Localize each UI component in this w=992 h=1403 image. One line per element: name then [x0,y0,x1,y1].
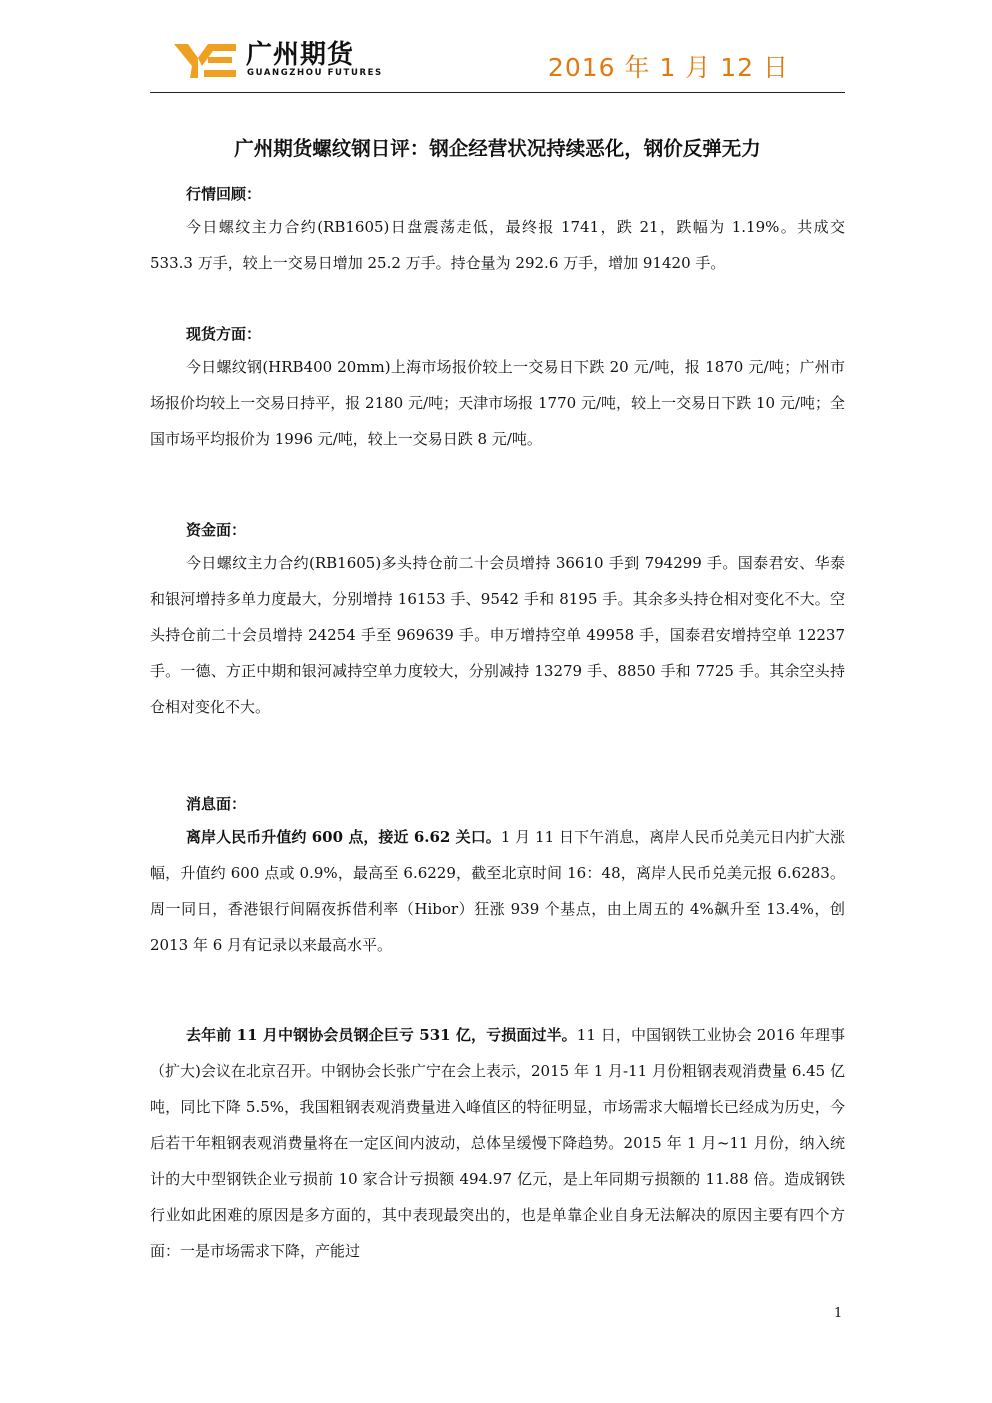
news-text: 11 日，中国钢铁工业协会 2016 年理事（扩大)会议在北京召开。中钢协会长张广宁在会上表示，2015 年 1 月-11 月份粗钢表观消费量 6.45 亿吨，同比下降 5.5%，我国粗钢表观消费量进入峰值区的特征明显，市场需求大幅增长已经成为历史，今后若干年粗钢表观消费量将在一定区间内波动，总体呈缓慢下降趋势。2015 年 1 月~11 月份，纳入统计的大中型钢铁企业亏损前 10 家合计亏损额 494.97 亿元，是上年同期亏损额的 11.88 倍。造成钢铁行业如此困难的原因是多方面的，其中表现最突出的，也是单靠企业自身无法解决的原因主要有四个方面：一是市场需求下降，产能过 [150,1026,845,1260]
paragraph: 今日螺纹主力合约(RB1605)日盘震荡走低，最终报 1741，跌 21，跌幅为 1.19%。共成交 533.3 万手，较上一交易日增加 25.2 万手。持仓量为 292.6 万手，增加 91420 手。 [150,218,845,272]
news-item [150,819,845,963]
news-lead: 去年前 11 月中钢协会员钢企巨亏 531 亿，亏损面过半。 [186,1026,577,1044]
section-spot [150,319,845,457]
section-heading: 现货方面： [186,325,262,343]
page-header [150,34,845,93]
section-heading: 消息面： [186,795,247,813]
page-title: 广州期货螺纹钢日评：钢企经营状况持续恶化，钢价反弹无力 [234,137,761,160]
section-news-2 [150,1017,845,1269]
section-news [150,789,845,963]
page-number: 1 [834,1306,843,1321]
section-heading: 资金面： [186,521,247,539]
brand-name-en: GUANGZHOU FUTURES [247,68,383,78]
paragraph: 今日螺纹主力合约(RB1605)多头持仓前二十会员增持 36610 手到 794299 手。国泰君安、华泰和银河增持多单力度最大，分别增持 16153 手、9542 手和 8195 手。其余多头持仓相对变化不大。空头持仓前二十会员增持 24254 手至 969639 手。申万增持空单 49958 手，国泰君安增持空单 12237 手。一德、方正中期和银河减持空单力度较大，分别减持 13279 手、8850 手和 7725 手。其余空头持仓相对变化不大。 [150,554,845,716]
paragraph: 今日螺纹钢(HRB400 20mm)上海市场报价较上一交易日下跌 20 元/吨，报 1870 元/吨；广州市场报价均较上一交易日持平，报 2180 元/吨；天津市场报 1770 元/吨，较上一交易日下跌 10 元/吨；全国市场平均报价为 1996 元/吨，较上一交易日跌 8 元/吨。 [150,358,845,448]
news-item [150,1017,845,1269]
brand-name-cn: 广州期货 [246,40,355,70]
section-heading: 行情回顾： [186,185,262,203]
section-market-review [150,179,845,281]
report-date: 2016 年 1 月 12 日 [547,53,789,82]
section-funds [150,515,845,725]
news-text: 1 月 11 日下午消息，离岸人民币兑美元日内扩大涨幅，升值约 600 点或 0.9%，最高至 6.6229，截至北京时间 16：48，离岸人民币兑美元报 6.6283。周一同日，香港银行间隔夜拆借利率（Hibor）狂涨 939 个基点，由上周五的 4%飙升至 13.4%，创 2013 年 6 月有记录以来最高水平。 [150,828,845,954]
guangzhou-futures-logo [174,40,238,80]
news-lead: 离岸人民币升值约 600 点，接近 6.62 关口。 [186,828,501,846]
